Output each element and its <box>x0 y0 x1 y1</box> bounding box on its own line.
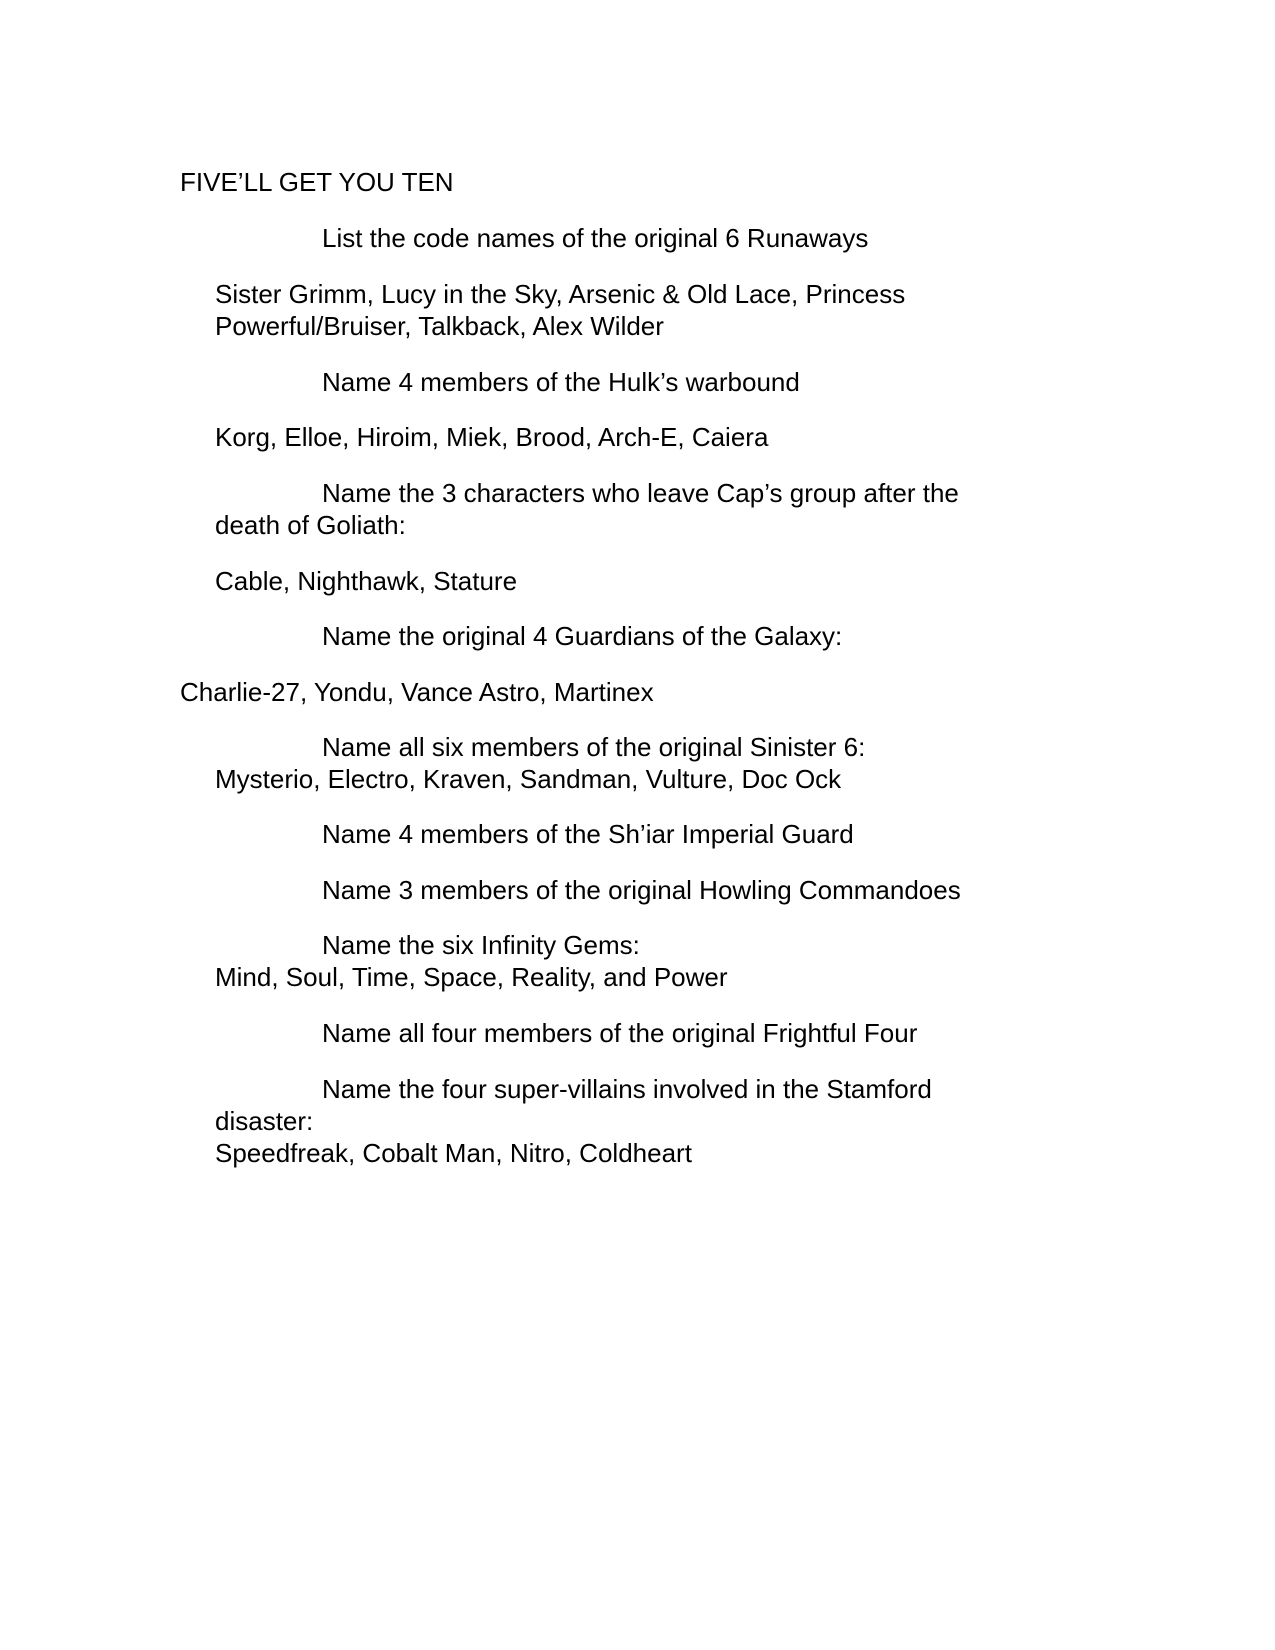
question-goliath-line-1: Name the 3 characters who leave Cap’s group after the <box>322 478 959 508</box>
answer-goliath: Cable, Nighthawk, Stature <box>215 566 518 596</box>
answer-infinity-gems: Mind, Soul, Time, Space, Reality, and Power <box>215 962 728 992</box>
page-title: FIVE’LL GET YOU TEN <box>180 167 454 197</box>
answer-warbound: Korg, Elloe, Hiroim, Miek, Brood, Arch-E, Caiera <box>215 422 769 452</box>
question-guardians: Name the original 4 Guardians of the Galaxy: <box>322 621 843 651</box>
answer-guardians: Charlie-27, Yondu, Vance Astro, Martinex <box>180 677 654 707</box>
question-warbound: Name 4 members of the Hulk’s warbound <box>322 367 800 397</box>
question-imperial-guard: Name 4 members of the Sh’iar Imperial Guard <box>322 819 854 849</box>
answer-sinister-six: Mysterio, Electro, Kraven, Sandman, Vulture, Doc Ock <box>215 764 842 794</box>
question-runaways: List the code names of the original 6 Runaways <box>322 223 869 253</box>
answer-runaways-line-1: Sister Grimm, Lucy in the Sky, Arsenic & Old Lace, Princess <box>215 279 906 309</box>
question-goliath-line-2: death of Goliath: <box>215 510 406 540</box>
question-howling-commandoes: Name 3 members of the original Howling Commandoes <box>322 875 961 905</box>
question-sinister-six: Name all six members of the original Sinister 6: <box>322 732 866 762</box>
answer-stamford: Speedfreak, Cobalt Man, Nitro, Coldheart <box>215 1138 692 1168</box>
question-frightful-four: Name all four members of the original Frightful Four <box>322 1018 918 1048</box>
question-stamford-line-2: disaster: <box>215 1106 314 1136</box>
question-infinity-gems: Name the six Infinity Gems: <box>322 930 640 960</box>
answer-runaways-line-2: Powerful/Bruiser, Talkback, Alex Wilder <box>215 311 664 341</box>
question-stamford-line-1: Name the four super-villains involved in the Stamford <box>322 1074 932 1104</box>
